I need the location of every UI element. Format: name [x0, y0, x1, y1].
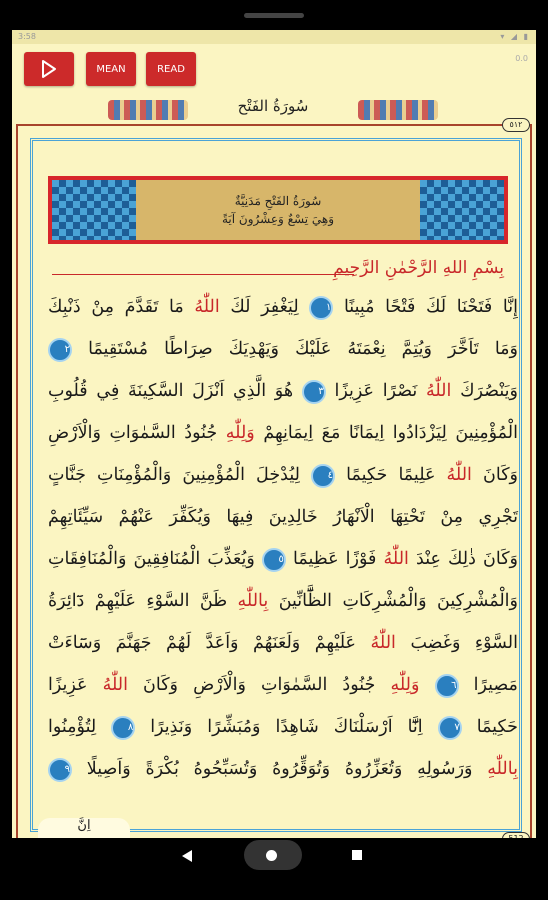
verse-text: وَمَا تَاَخَّرَ وَيُتِمَّ نِعْمَتَهُ عَلَيْكَ وَيَهْدِيَكَ صِرَاطًا مُسْتَقِيمًا	[88, 339, 518, 359]
recent-apps-icon[interactable]	[352, 850, 362, 860]
ayah-marker[interactable]: ٨	[111, 716, 135, 740]
verse-text: مَصِيرًا	[473, 675, 518, 695]
surah-box-line1: سُورَةُ الفَتْحِ مَدَنِيَّةٌ	[234, 194, 322, 208]
ayah-marker[interactable]: ٢	[48, 338, 72, 362]
divine-name: اللّٰهُ	[194, 297, 220, 317]
surah-box-pattern-right	[420, 180, 504, 240]
page-indicator: 0.0	[515, 54, 528, 63]
mushaf-page[interactable]	[16, 120, 532, 840]
verse-line	[48, 706, 518, 748]
verse-lines	[48, 286, 518, 790]
verse-text: لِيُدْخِلَ الْمُؤْمِنِينَ وَالْمُؤْمِنَاتِ جَنَّاتٍ	[48, 465, 300, 485]
page-header	[108, 97, 438, 120]
verse-text: جُنُودُ السَّمٰوَاتِ وَالْاَرْضِ وَكَانَ	[143, 675, 376, 695]
ayah-marker[interactable]: ٣	[302, 380, 326, 404]
verse-line	[48, 370, 518, 412]
verse-text: هُوَ الَّذِي اَنْزَلَ السَّكِينَةَ فِي قُلُوبِ	[48, 381, 294, 401]
verse-text: وَكَانَ	[483, 465, 518, 485]
home-icon[interactable]	[266, 850, 277, 861]
verse-text: فَوْزًا عَظِيمًا	[293, 549, 377, 569]
verse-line	[48, 748, 518, 790]
verse-line	[48, 580, 518, 622]
verse-text: وَكَانَ ذٰلِكَ عِنْدَ	[416, 549, 518, 569]
verse-text: عَلِيمًا حَكِيمًا	[346, 465, 436, 485]
back-icon[interactable]	[182, 850, 192, 862]
play-icon	[40, 59, 58, 79]
android-nav-bar	[0, 838, 548, 900]
verse-line	[48, 286, 518, 328]
divine-name: بِاللّٰهِ	[487, 759, 518, 779]
divine-name: اللّٰهُ	[370, 633, 396, 653]
ayah-marker[interactable]: ٥	[262, 548, 286, 572]
verse-text: الْمُؤْمِنِينَ لِيَزْدَادُوا اِيمَانًا مَعَ اِيمَانِهِمْ	[263, 423, 518, 443]
basmala: بِسْمِ اللهِ الرَّحْمٰنِ الرَّحِيمِ	[42, 258, 504, 286]
status-bar	[12, 30, 536, 44]
divine-name: اللّٰهُ	[102, 675, 128, 695]
mean-button[interactable]: MEAN	[86, 52, 136, 86]
read-button[interactable]: READ	[146, 52, 196, 86]
divine-name: بِاللّٰهِ	[237, 591, 269, 611]
catchword-tab[interactable]: اِنَّ	[38, 818, 130, 838]
surah-box-line2: وَهِيَ تِسْعٌ وَعِشْرُونَ آيَةً	[222, 212, 334, 226]
verse-line	[48, 496, 518, 538]
verse-text: عَزِيزًا	[48, 675, 88, 695]
verse-text: لِيَغْفِرَ لَكَ	[230, 297, 299, 317]
verse-line	[48, 622, 518, 664]
verse-text: لِتُؤْمِنُوا	[48, 717, 97, 737]
verse-text: تَجْرِي مِنْ تَحْتِهَا الْاَنْهَارُ خَالِدِينَ فِيهَا وَيُكَفِّرَ عَنْهُمْ سَيِّئَاتِهِمْ	[48, 507, 518, 527]
verse-text: حَكِيمًا	[476, 717, 518, 737]
verse-text: وَرَسُولِهِ وَتُعَزِّرُوهُ وَتُوَقِّرُوهُ وَتُسَبِّحُوهُ بُكْرَةً وَاَصِيلًا	[86, 759, 473, 779]
surah-title-box	[48, 176, 508, 244]
ayah-marker[interactable]: ٦	[435, 674, 459, 698]
ayah-marker[interactable]: ٩	[48, 758, 72, 782]
status-time: 3:58	[18, 32, 36, 41]
device-top-bezel	[0, 0, 548, 30]
divine-name: اللّٰهُ	[383, 549, 409, 569]
verse-text: وَالْمُشْرِكِينَ وَالْمُشْرِكَاتِ الظَّٓانِّينَ	[278, 591, 518, 611]
verse-line	[48, 328, 518, 370]
verse-text: السَّوْءِ وَغَضِبَ	[410, 633, 518, 653]
verse-text: نَصْرًا عَزِيزًا	[334, 381, 418, 401]
verse-line	[48, 538, 518, 580]
play-button[interactable]	[24, 52, 74, 86]
divine-name: وَلِلّٰهِ	[225, 423, 255, 443]
verse-text: إِنَّا فَتَحْنَا لَكَ فَتْحًا مُبِينًا	[343, 297, 518, 317]
verse-text: عَلَيْهِمْ وَلَعَنَهُمْ وَاَعَدَّ لَهُمْ جَهَنَّمَ وَسَٓاءَتْ	[48, 633, 356, 653]
divine-name: وَلِلّٰهِ	[390, 675, 420, 695]
ayah-marker[interactable]: ٤	[311, 464, 335, 488]
status-icons: ▾ ◢ ▮	[500, 32, 530, 41]
ayah-marker[interactable]: ٧	[438, 716, 462, 740]
verse-line	[48, 412, 518, 454]
speaker-grille	[244, 13, 304, 18]
verse-text: جُنُودُ السَّمٰوَاتِ وَالْاَرْضِ	[48, 423, 218, 443]
verse-text: اِنَّٓا اَرْسَلْنَاكَ شَاهِدًا وَمُبَشِّرًا وَنَذِيرًا	[150, 717, 423, 737]
surah-box-pattern-left	[52, 180, 136, 240]
divine-name: اللّٰهُ	[425, 381, 452, 401]
verse-line	[48, 664, 518, 706]
verse-text: ظَنَّ السَّوْءِ عَلَيْهِمْ دَٓائِرَةُ	[48, 591, 228, 611]
divine-name: اللّٰهُ	[446, 465, 472, 485]
ayah-marker[interactable]: ١	[309, 296, 333, 320]
verse-text: وَيَنْصُرَكَ	[460, 381, 518, 401]
app-screen	[12, 30, 536, 838]
page-number-top: ٥١٢	[502, 118, 530, 132]
verse-text: مَا تَقَدَّمَ مِنْ ذَنْبِكَ	[48, 297, 184, 317]
verse-line	[48, 454, 518, 496]
header-surah-name: سُورَةُ الفَتْح	[237, 97, 309, 115]
verse-text: وَيُعَذِّبَ الْمُنَافِقِينَ وَالْمُنَافِقَاتِ	[48, 549, 255, 569]
